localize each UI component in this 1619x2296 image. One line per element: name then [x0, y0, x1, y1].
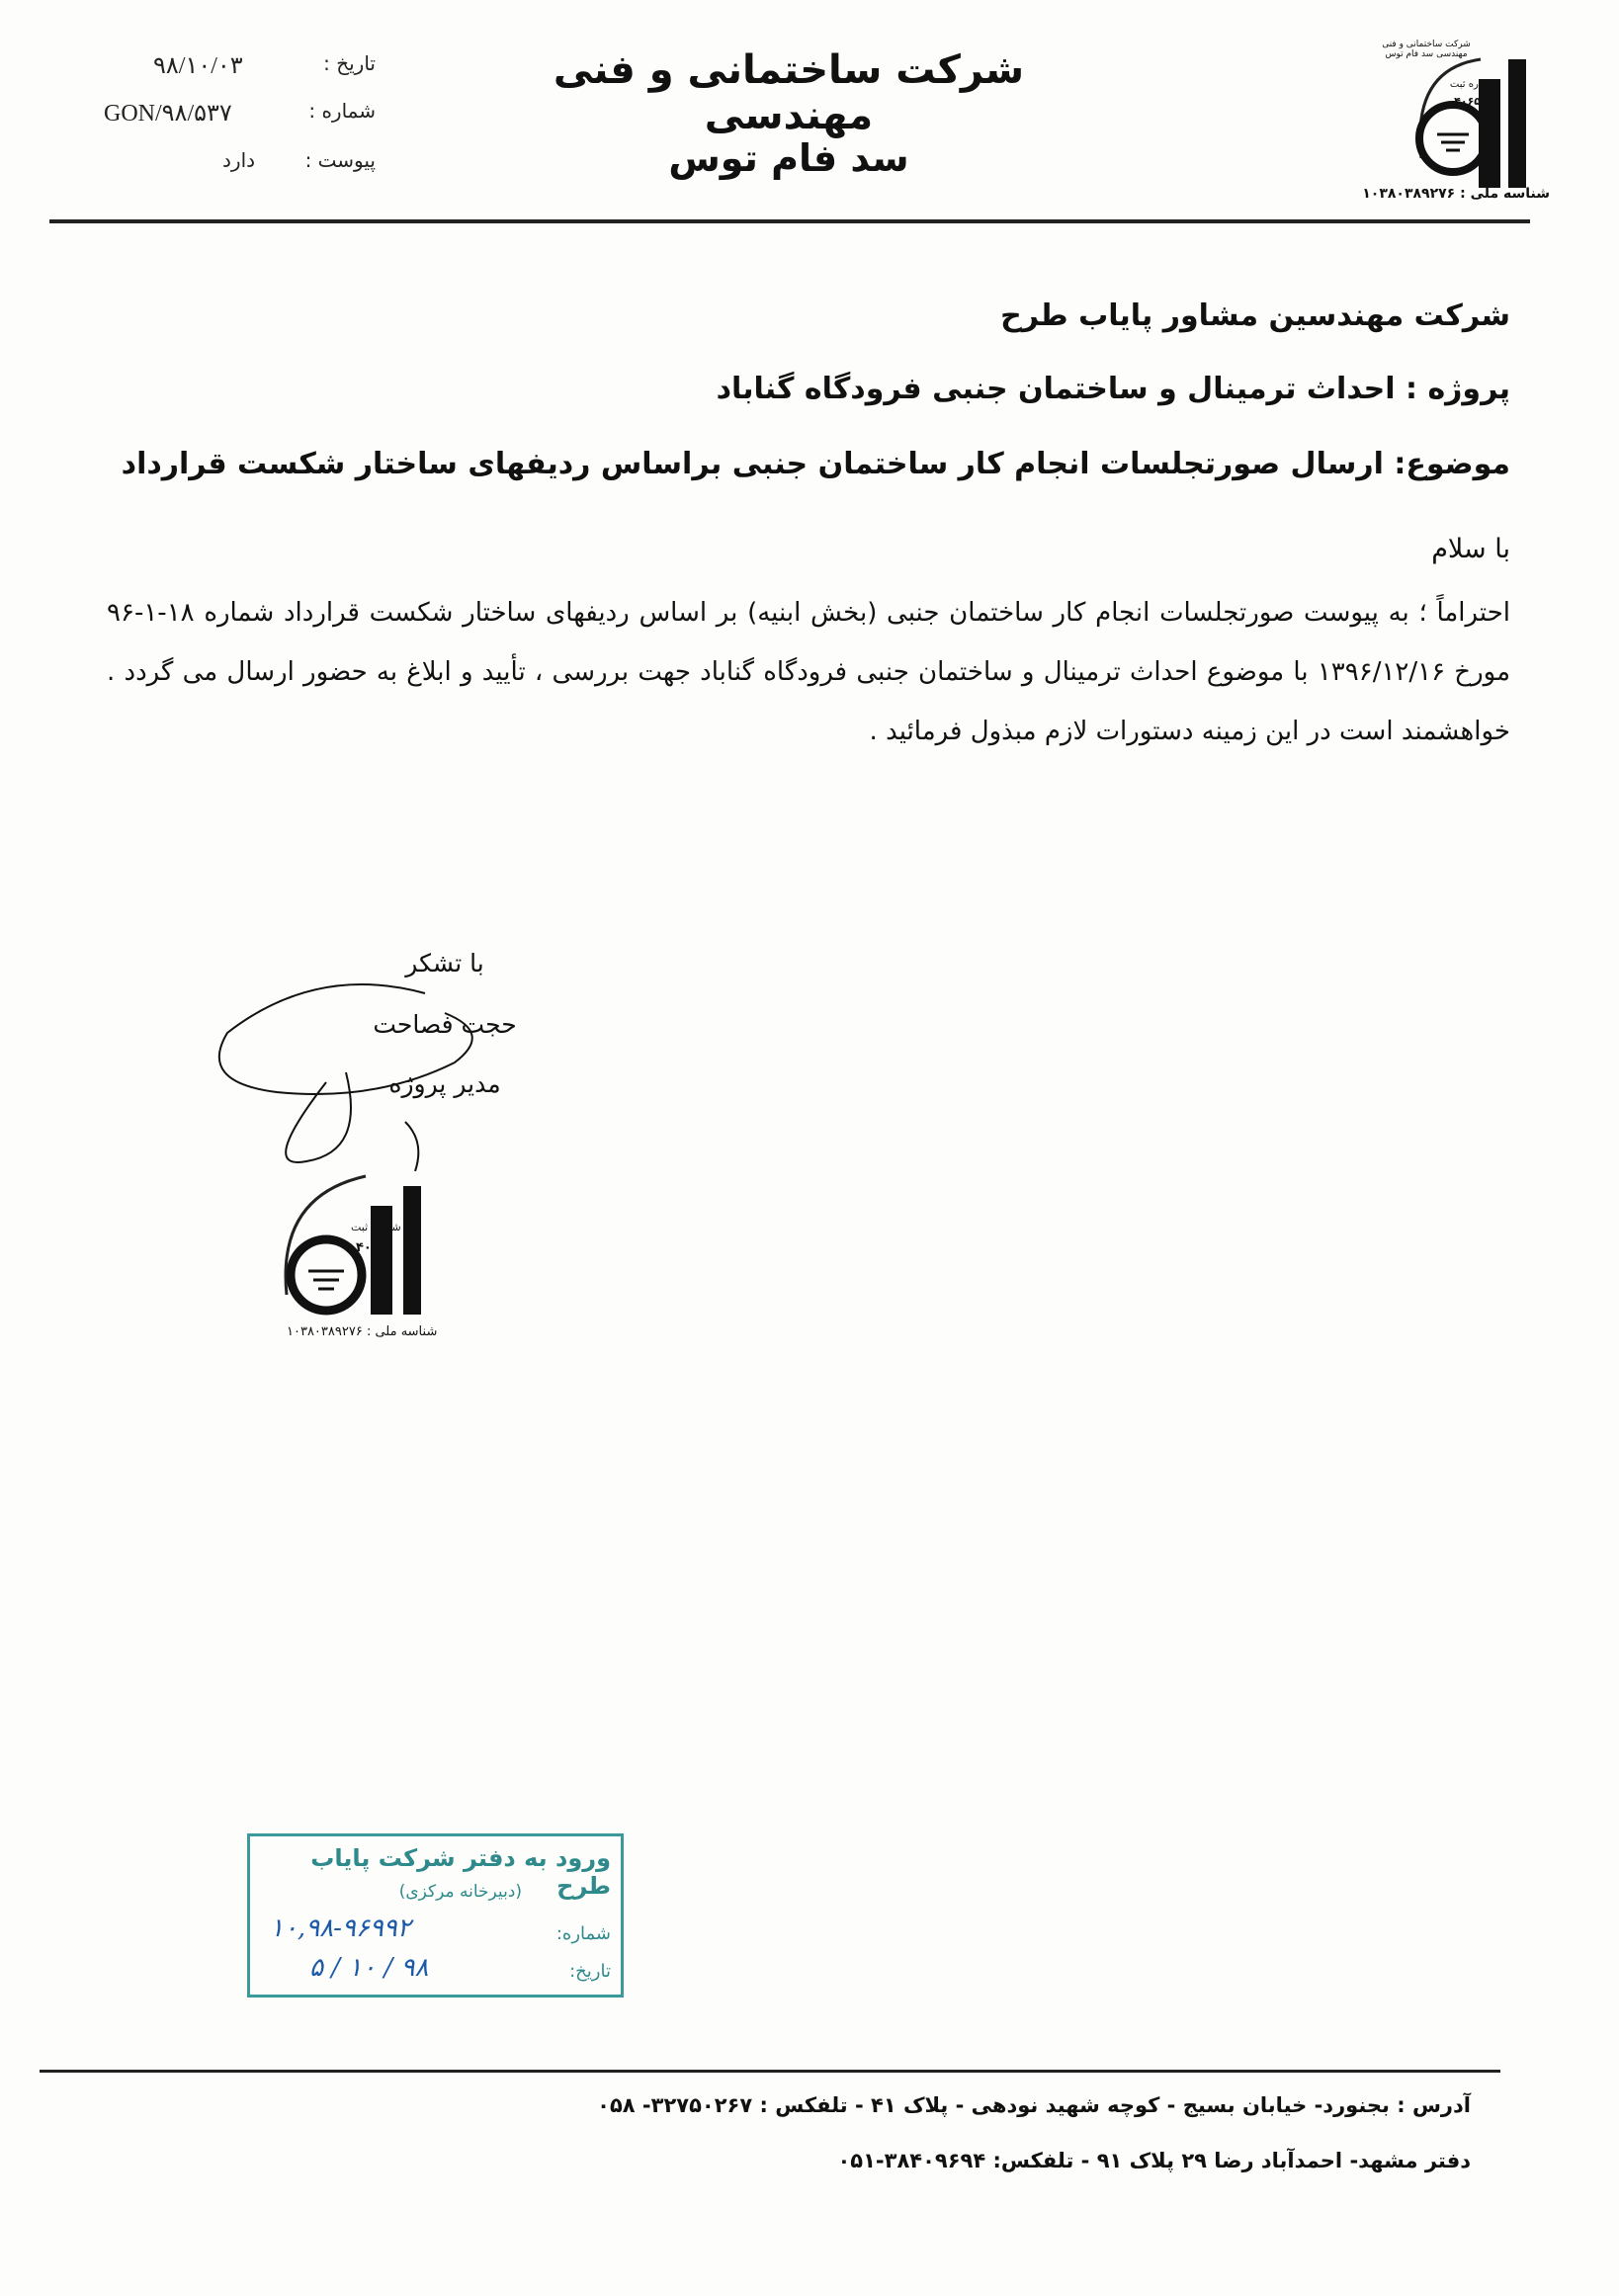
number-field: [99, 99, 376, 128]
footer-divider: [40, 2070, 1500, 2073]
subject-line: موضوع: ارسال صورتجلسات انجام کار ساختمان جنبی براساس ردیفهای ساختار شکست قرارداد: [121, 447, 1510, 481]
letter-body: احتراماً ؛ به پیوست صورتجلسات انجام کار ساختمان جنبی (بخش ابنیه) بر اساس ردیفهای ساختار شکست قرارداد شماره ۱۸-۱-۹۶ مورخ ۱۳۹۶/۱۲/۱۶ با موضوع احداث ترمینال و ساختمان جنبی فرودگاه گناباد جهت بررسی ، تأیید و ابلاغ به حضور ارسال می گردد . خواهشمند است در این زمینه دستورات لازم مبذول فرمائید .: [107, 598, 1511, 746]
attachment-value: دارد: [222, 148, 256, 172]
company-name-line2: سد فام توس: [668, 136, 909, 180]
logo-reg-caption: شماره ثبت: [1449, 79, 1495, 90]
inbox-received-stamp: [247, 1833, 624, 1998]
inbox-number-value: ۱۰,۹۸-۹۶۹۹۲: [270, 1913, 411, 1943]
logo-reg-number: ۴۰۶۵: [1454, 95, 1481, 108]
date-label: تاریخ :: [323, 51, 376, 75]
signer-title: مدیر پروژه: [388, 1069, 501, 1098]
signer-name: حجت فصاحت: [373, 1010, 517, 1039]
stamp-national-id: شناسه ملی : ۱۰۳۸۰۳۸۹۲۷۶: [287, 1324, 438, 1339]
date-field: [99, 51, 376, 81]
signature: [198, 974, 494, 1171]
stamp-reg-number: ۴۰۶۵: [356, 1240, 387, 1255]
footer-address-line1: آدرس : بجنورد- خیابان بسیج - کوچه شهید نودهی - پلاک ۴۱ - تلفکس : ۳۲۷۵۰۲۶۷- ۰۵۸: [597, 2093, 1471, 2117]
greeting: با سلام: [1431, 534, 1510, 564]
logo-company-name: شرکت ساختمانی و فنی مهندسی سد فام توس: [1382, 40, 1471, 59]
inbox-date-label: تاریخ:: [569, 1961, 611, 1982]
inbox-date-value: ۹۸ / ۱۰ / ۵: [309, 1953, 429, 1983]
inbox-number-label: شماره:: [555, 1923, 611, 1944]
date-value: ۹۸/۱۰/۰۳: [153, 53, 243, 79]
attachment-label: پیوست :: [304, 148, 376, 172]
header-divider: [49, 219, 1530, 223]
footer-address-line2: دفتر مشهد- احمدآباد رضا ۲۹ پلاک ۹۱ - تلفکس: ۳۸۴۰۹۶۹۴-۰۵۱: [837, 2149, 1471, 2172]
inbox-stamp-subtitle: (دبیرخانه مرکزی): [398, 1882, 522, 1902]
national-id: شناسه ملی : ۱۰۳۸۰۳۸۹۲۷۶: [1362, 186, 1550, 202]
addressee: شرکت مهندسین مشاور پایاب طرح: [1000, 298, 1510, 333]
number-value: GON/۹۸/۵۳۷: [104, 101, 232, 127]
company-logo: [1402, 40, 1530, 198]
project-line: پروژه : احداث ترمینال و ساختمان جنبی فرودگاه گناباد: [716, 372, 1510, 406]
number-label: شماره :: [308, 99, 376, 123]
company-name-line1: شرکت ساختمانی و فنی مهندسی: [553, 47, 1025, 138]
closing-thanks: با تشکر: [405, 949, 484, 978]
attachment-field: [99, 148, 376, 178]
inbox-stamp-title: ورود به دفتر شرکت پایاب طرح: [310, 1844, 611, 1900]
stamp-reg-label: شماره ثبت: [351, 1221, 401, 1233]
